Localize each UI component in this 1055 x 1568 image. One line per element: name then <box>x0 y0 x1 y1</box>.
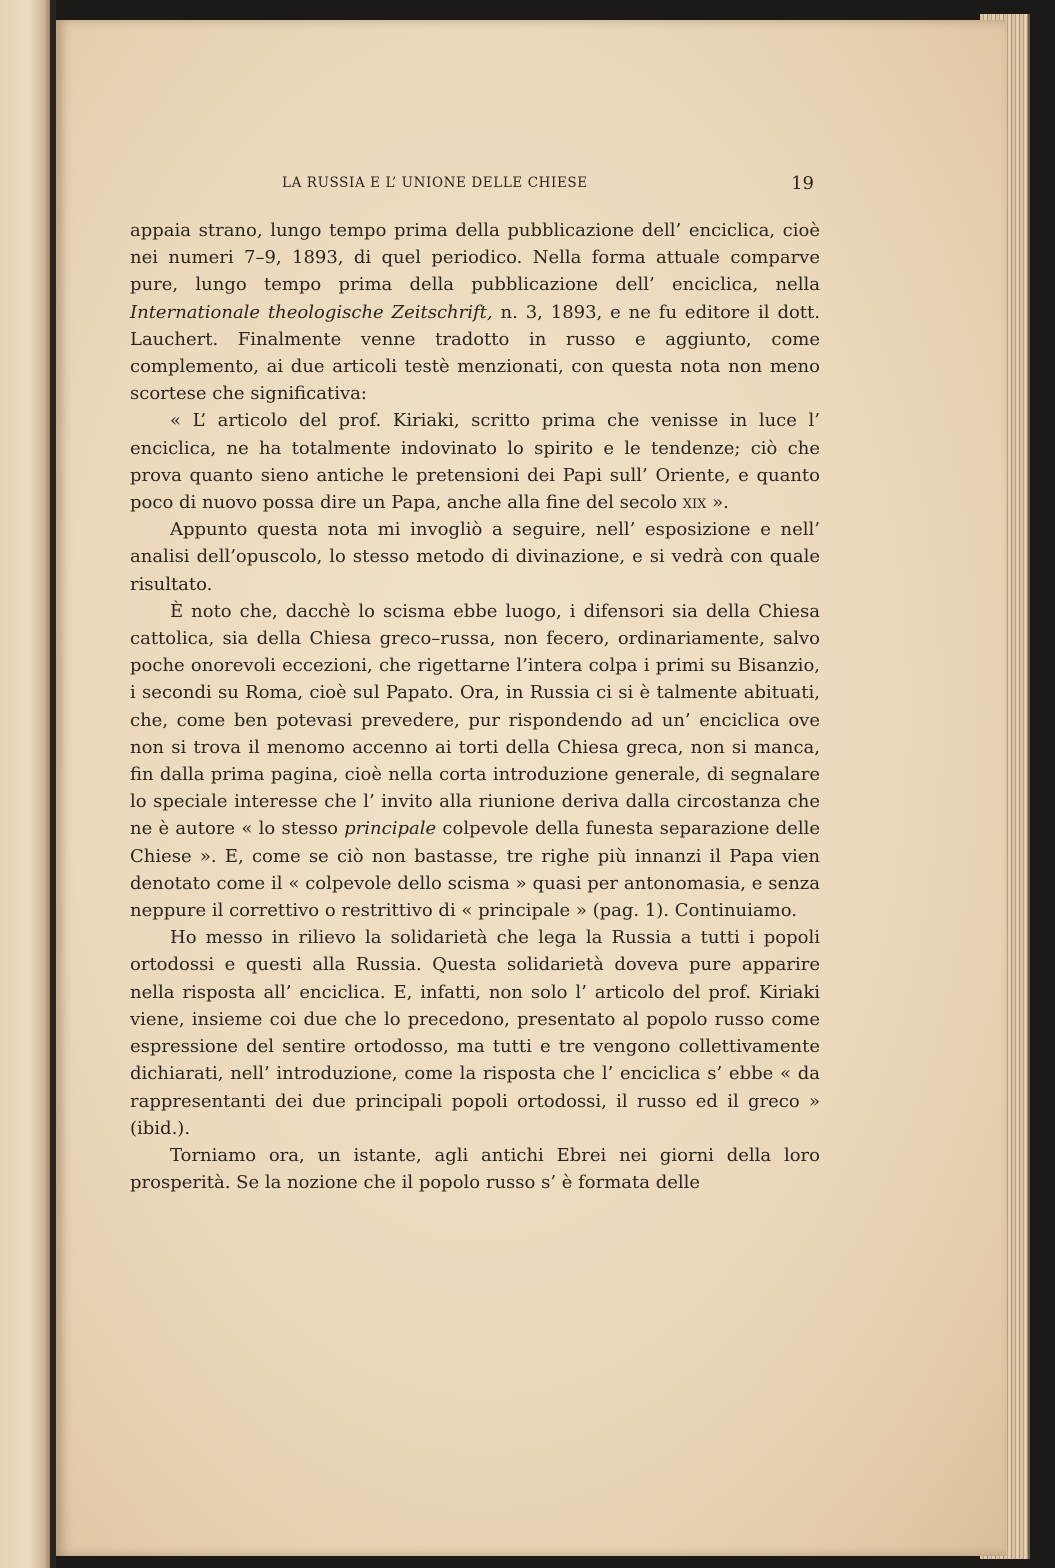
journal-title: Internationale theologische Zeitschrift, <box>130 301 493 323</box>
body-text <box>130 217 820 1196</box>
page-number: 19 <box>791 173 814 194</box>
page-content <box>130 175 820 1196</box>
paragraph-quote <box>130 407 820 516</box>
emphasis-word: principale <box>344 818 437 840</box>
paragraph-text: Ho messo in rilievo la solidarietà che lega la Russia a tutti i popoli ortodossi e questi alla Russia. Questa solidarietà doveva pure apparire nella risposta all’ enciclica. E, infatti, non solo l’ articolo del prof. Kiriaki viene, insieme coi due che lo precedono, presentato al popolo russo come espressione del sentire ortodosso, ma tutti e tre vengono collettivamente dichiarati, nell’ introduzione, come la risposta che l’ enciclica s’ ebbe « da rappresentanti dei due principali popoli ortodossi, il russo ed il greco » (ibid.). <box>130 927 820 1139</box>
paragraph <box>130 924 820 1142</box>
paragraph <box>130 217 820 407</box>
paragraph-text: Appunto questa nota mi invogliò a seguire, nell’ esposizione e nell’ analisi dell’opuscolo, lo stesso metodo di divinazione, e si vedrà con quale risultato. <box>130 519 820 595</box>
paragraph-text: ». <box>706 492 729 514</box>
paragraph-text: n. 3, 1893, e ne fu editore il dott. Lauchert. Finalmente venne tradotto in russo e aggiunto, come complemento, ai due articoli testè menzionati, con questa nota non meno scortese che significativa: <box>130 301 820 405</box>
running-title: LA RUSSIA E L’ UNIONE DELLE CHIESE <box>282 175 588 191</box>
paragraph <box>130 1142 820 1196</box>
book-page <box>56 20 1006 1556</box>
paragraph <box>130 598 820 924</box>
paragraph-text: È noto che, dacchè lo scisma ebbe luogo, i difensori sia della Chiesa cattolica, sia della Chiesa greco–russa, non fecero, ordinariamente, salvo poche onorevoli eccezioni, che rigettarne l’intera colpa i primi su Bisanzio, i secondi su Roma, cioè sul Papato. Ora, in Russia ci si è talmente abituati, che, come ben potevasi prevedere, pur rispondendo ad un’ enciclica ove non si trova il menomo accenno ai torti della Chiesa greca, non si manca, fin dalla prima pagina, cioè nella corta introduzione generale, di segnalare lo speciale interesse che l’ invito alla riunione deriva dalla circostanza che ne è autore « lo stesso <box>130 600 820 840</box>
paragraph-text: Torniamo ora, un istante, agli antichi Ebrei nei giorni della loro prosperità. Se la nozione che il popolo russo s’ è formata delle <box>130 1144 820 1194</box>
paragraph-text: appaia strano, lungo tempo prima della pubblicazione dell’ enciclica, cioè nei numeri 7–9, 1893, di quel periodico. Nella forma attuale comparve pure, lungo tempo prima della pubblicazione dell’ enciclica, nella <box>130 220 820 296</box>
facing-page-edge <box>0 0 52 1568</box>
paragraph-text: colpevole della funesta separazione delle Chiese ». E, come se ciò non bastasse, tre righe più innanzi il Papa vien denotato come il « colpevole dello scisma » quasi per antonomasia, e senza neppure il correttivo o restrittivo di « principale » (pag. 1). Continuiamo. <box>130 818 820 922</box>
paragraph <box>130 516 820 598</box>
running-head <box>130 175 820 201</box>
paragraph-text: « L’ articolo del prof. Kiriaki, scritto prima che venisse in luce l’ enciclica, ne ha totalmente indovinato lo spirito e le tendenze; ciò che prova quanto sieno antiche le pretensioni dei Papi sull’ Oriente, e quanto poco di nuovo possa dire un Papa, anche alla fine del secolo <box>130 410 820 514</box>
roman-century: xix <box>682 492 707 514</box>
